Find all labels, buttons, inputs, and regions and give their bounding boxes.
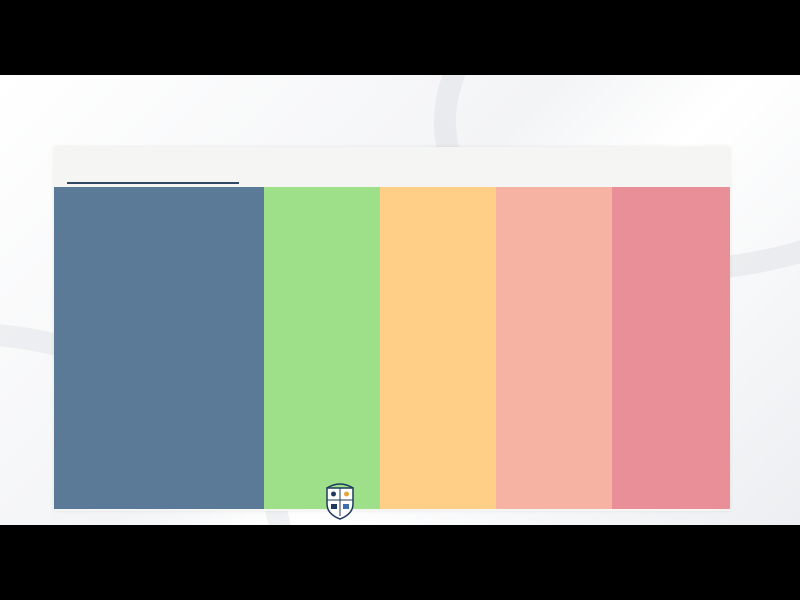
activity-column <box>54 187 264 509</box>
grade-2-column <box>380 187 496 509</box>
subtitle-underline <box>67 182 239 184</box>
grade-1-column <box>264 187 380 509</box>
infographic-canvas <box>0 75 800 525</box>
restrictions-table-card <box>54 147 730 511</box>
grade-3-column <box>496 187 612 509</box>
grade-4-column <box>612 187 730 509</box>
state-crest-icon <box>323 480 357 520</box>
